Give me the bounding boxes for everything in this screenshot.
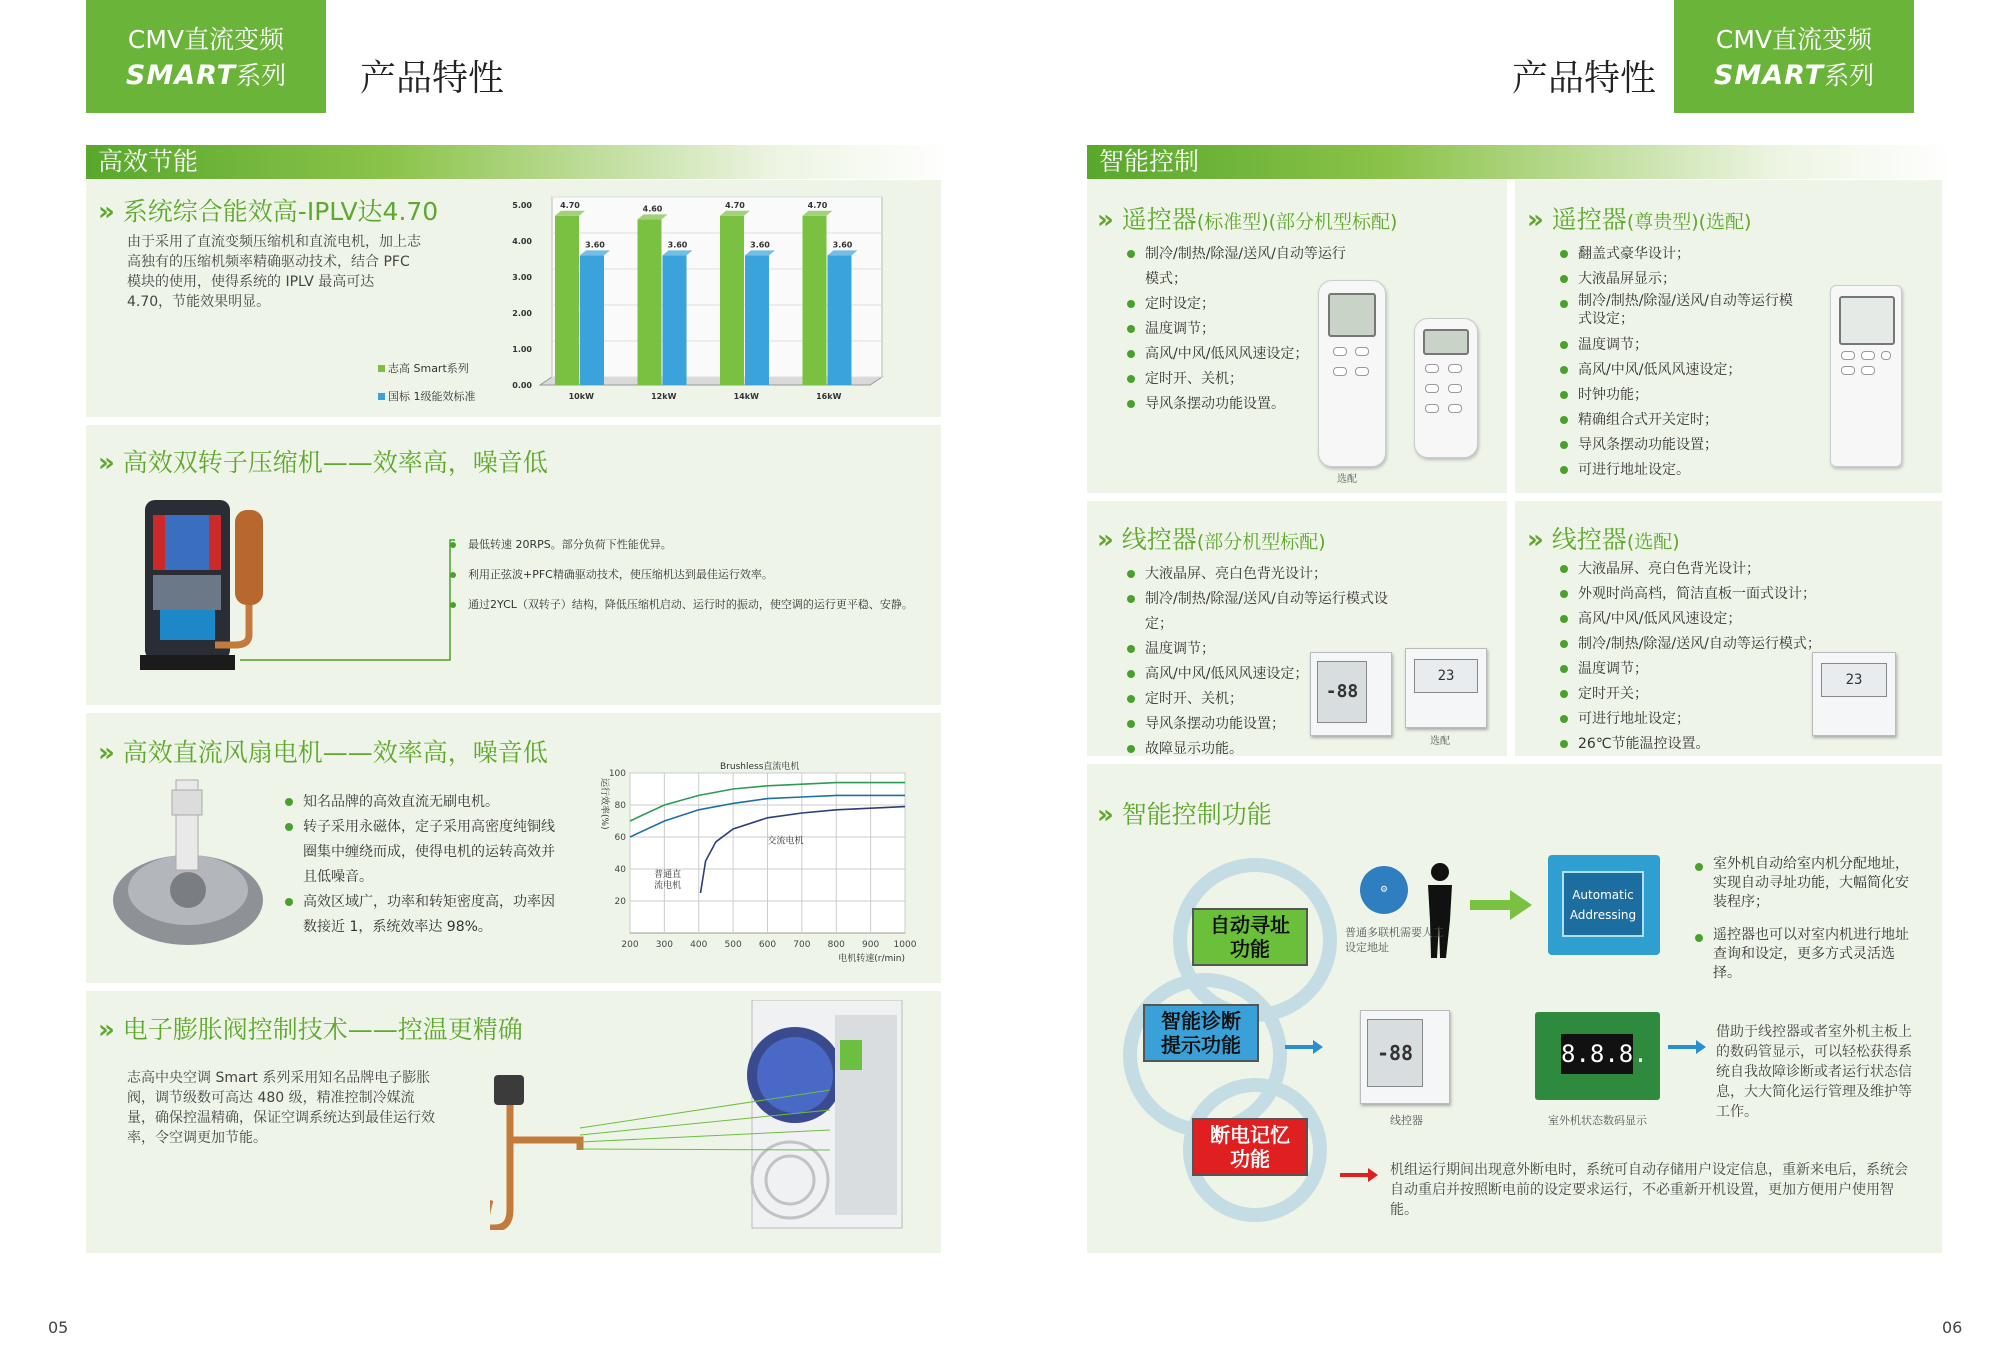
list-item: 温度调节； [1560, 657, 1830, 682]
list-item: 大液晶屏、亮白色背光设计； [1560, 557, 1830, 582]
list-item: 室外机自动给室内机分配地址，实现自动寻址功能，大幅简化安装程序； [1695, 855, 1915, 912]
remote-caption: 选配 [1337, 474, 1357, 485]
y-tick-label: 60 [614, 833, 626, 843]
list-item: 可进行地址设定； [1560, 707, 1830, 732]
brand-line1: CMV直流变频 [1715, 25, 1873, 54]
x-axis-label: 电机转速(r/min) [838, 954, 905, 964]
page-title-right: 产品特性 [1512, 58, 1657, 99]
wired-controller-caption: 线控器 [1390, 1114, 1423, 1127]
list-item: 通过2YCL（双转子）结构，降低压缩机启动、运行时的振动，使空调的运行更平稳、安静。 [450, 590, 920, 620]
legend-item: 志高 Smart系列 [378, 355, 476, 383]
list-item: 高效区域广，功率和转矩密度高，功率因数接近 1，系统效率达 98%。 [285, 890, 560, 940]
valve-and-outdoor-unit-image [490, 1000, 910, 1230]
arrow-right-icon [1285, 1040, 1325, 1054]
list-item: 翻盖式豪华设计； [1560, 242, 1800, 267]
list-item: 最低转速 20RPS。部分负荷下性能优异。 [450, 530, 920, 560]
bar-standard [745, 255, 769, 385]
page-number-right: 06 [1942, 1318, 1963, 1337]
section-bar-efficiency: 高效节能 [86, 145, 953, 179]
x-tick-label: 400 [690, 940, 708, 950]
wired-controller-image: -88 [1310, 652, 1392, 736]
slim-wired-controller-image: 23 [1812, 652, 1896, 736]
list-item: 制冷/制热/除湿/送风/自动等运行模式设定； [1127, 587, 1397, 637]
list-item: 定时开关； [1560, 682, 1830, 707]
x-tick-label: 300 [655, 940, 673, 950]
list-item: 温度调节； [1560, 333, 1800, 358]
pcb-display-image [1535, 1012, 1660, 1100]
list-item: 导风条摆动功能设置。 [1127, 392, 1357, 417]
list-item: 遥控器也可以对室内机进行地址查询和设定，更多方式灵活选择。 [1695, 926, 1915, 983]
legend-swatch-blue [378, 393, 385, 400]
x-tick-label: 500 [724, 940, 742, 950]
list-item: 转子采用永磁体，定子采用高密度纯铜线圈集中缠绕而成，使得电机的运转高效并且低噪音。 [285, 815, 560, 890]
iplv-body: 由于采用了直流变频压缩机和直流电机，加上志高独有的压缩机频率精确驱动技术，结合 PFC 模块的使用，使得系统的 IPLV 最高可达 4.70，节能效果明显。 [127, 234, 421, 310]
list-item: 温度调节； [1127, 637, 1397, 662]
list-item: 大液晶屏显示； [1560, 267, 1800, 292]
fan-bullets [285, 790, 560, 940]
auto-addressing-bullets [1695, 855, 1915, 983]
brand-series: 系列 [1824, 61, 1875, 90]
x-tick-label: 14kW [733, 392, 759, 401]
y-tick-label: 100 [608, 769, 626, 779]
y-axis-label: 运行效率(%) [599, 778, 609, 830]
y-tick-label: 1.00 [512, 345, 532, 354]
bar-value-label: 4.70 [725, 200, 745, 210]
brand-block-left [86, 0, 326, 113]
bar-standard [663, 255, 687, 385]
valve-body: 志高中央空调 Smart 系列采用知名品牌电子膨胀阀，调节级数可高达 480 级，精准控制冷媒流量，确保控温精确，保证空调系统达到最佳运行效率，令空调更加节能。 [127, 1070, 435, 1146]
brand-block-right [1674, 0, 1914, 113]
y-tick-label: 20 [614, 897, 626, 907]
power-memory-text: 机组运行期间出现意外断电时，系统可自动存储用户设定信息，重新来电后，系统会自动重启并按照断电前的设定要求运行，不必重新开机设置，更加方便用户使用智能。 [1390, 1162, 1908, 1218]
heading-compressor: » 高效双转子压缩机——效率高，噪音低 [98, 448, 548, 478]
chevron-icon: » [1097, 525, 1114, 555]
list-item: 高风/中风/低风风速设定； [1560, 358, 1800, 383]
legend-swatch-green [378, 365, 385, 372]
motor-efficiency-chart [590, 748, 925, 976]
list-item: 可进行地址设定。 [1560, 458, 1800, 483]
x-tick-label: 16kW [816, 392, 842, 401]
list-item: 大液晶屏、亮白色背光设计； [1127, 562, 1397, 587]
remote-control-optional-image [1414, 318, 1478, 458]
bar-smart [555, 216, 579, 385]
brand-smart-logo: SMART [125, 60, 237, 91]
list-item: 定时开、关机； [1127, 367, 1357, 392]
bar-standard [828, 255, 852, 385]
list-item: 制冷/制热/除湿/送风/自动等运行模式； [1560, 632, 1830, 657]
chevron-icon: » [1097, 800, 1114, 830]
x-tick-label: 700 [793, 940, 811, 950]
label-power-memory: 断电记忆功能 [1192, 1118, 1308, 1176]
heading-remote-standard: » 遥控器(标准型)(部分机型标配) [1097, 205, 1398, 235]
arrow-right-icon [1668, 1040, 1708, 1054]
page-number-left: 05 [48, 1318, 69, 1337]
wired-controller-image: -88 [1360, 1010, 1450, 1104]
chip-icon [1548, 855, 1660, 955]
legend-item: 国标 1级能效标准 [378, 383, 476, 411]
bar-smart [803, 216, 827, 385]
y-tick-label: 80 [614, 801, 626, 811]
chart-legend [378, 355, 476, 411]
list-item: 高风/中风/低风风速设定； [1127, 662, 1397, 687]
list-item: 定时设定； [1127, 292, 1357, 317]
arrow-right-icon [1470, 890, 1535, 920]
y-tick-label: 40 [614, 865, 626, 875]
y-tick-label: 0.00 [512, 381, 532, 390]
display-caption: 室外机状态数码显示 [1548, 1114, 1647, 1127]
chevron-icon: » [98, 1015, 115, 1045]
remote-luxury-bullets [1560, 242, 1800, 483]
list-item: 26℃节能温控设置。 [1560, 732, 1830, 757]
heading-valve: » 电子膨胀阀控制技术——控温更精确 [98, 1015, 523, 1045]
x-tick-label: 12kW [651, 392, 677, 401]
compressor-bullets [450, 530, 920, 620]
list-item: 高风/中风/低风风速设定； [1560, 607, 1830, 632]
section-bar-smart-control: 智能控制 [1087, 145, 1954, 179]
chart-title: Brushless直流电机 [720, 762, 800, 772]
label-smart-diagnosis: 智能诊断提示功能 [1143, 1004, 1259, 1062]
chevron-icon: » [1527, 525, 1544, 555]
chevron-icon: » [1527, 205, 1544, 235]
x-tick-label: 1000 [893, 940, 917, 950]
bar-value-label: 3.60 [667, 240, 688, 250]
list-item: 制冷/制热/除湿/送风/自动等运行模式设定； [1560, 292, 1800, 328]
brand-smart-logo: SMART [1713, 60, 1825, 91]
series-label: 流电机 [654, 881, 682, 891]
heading-remote-luxury: » 遥控器(尊贵型)(选配) [1527, 205, 1752, 235]
list-item: 故障显示功能。 [1127, 737, 1397, 762]
arrow-right-icon [1340, 1168, 1380, 1182]
list-item: 高风/中风/低风风速设定； [1127, 342, 1357, 367]
bar-value-label: 4.60 [642, 204, 663, 214]
bar-value-label: 3.60 [750, 240, 770, 250]
y-tick-label: 5.00 [512, 201, 532, 210]
wired-caption: 选配 [1430, 736, 1450, 747]
y-tick-label: 2.00 [512, 309, 532, 318]
heading-wired-standard: » 线控器(部分机型标配) [1097, 525, 1326, 555]
chip-text-2: Addressing [1569, 908, 1637, 922]
fan-motor-image [108, 770, 273, 970]
x-tick-label: 900 [862, 940, 880, 950]
brand-series: 系列 [236, 61, 287, 90]
heading-iplv: » 系统综合能效高-IPLV达4.70 [98, 197, 439, 227]
chevron-icon: » [98, 738, 115, 768]
chevron-icon: » [98, 448, 115, 478]
y-tick-label: 3.00 [512, 273, 532, 282]
series-label: 交流电机 [767, 836, 804, 847]
list-item: 导风条摆动功能设置； [1560, 433, 1800, 458]
bar-smart [720, 216, 744, 385]
heading-wired-optional: » 线控器(选配) [1527, 525, 1680, 555]
list-item: 精确组合式开关定时； [1560, 408, 1800, 433]
compressor-leader-lines [230, 520, 460, 665]
brand-line1: CMV直流变频 [127, 25, 285, 54]
heading-fan-motor: » 高效直流风扇电机——效率高，噪音低 [98, 738, 548, 768]
manual-addressing-caption: 普通多联机需要人工设定地址 [1345, 926, 1444, 954]
remote-control-image [1318, 280, 1386, 467]
list-item: 导风条摆动功能设置； [1127, 712, 1397, 737]
heading-smart-functions: » 智能控制功能 [1097, 800, 1272, 830]
chevron-icon: » [1097, 205, 1114, 235]
label-auto-addressing: 自动寻址功能 [1192, 908, 1308, 966]
iplv-bar-chart [500, 190, 900, 410]
digit-display: 8.8.8. [1561, 1034, 1633, 1074]
list-item: 时钟功能； [1560, 383, 1800, 408]
list-item: 利用正弦波+PFC精确驱动技术，使压缩机达到最佳运行效率。 [450, 560, 920, 590]
bar-value-label: 3.60 [585, 240, 605, 250]
x-tick-label: 600 [758, 940, 777, 950]
wired-controller-optional-image: 23 [1405, 648, 1487, 728]
page-title-left: 产品特性 [360, 58, 505, 99]
list-item: 定时开、关机； [1127, 687, 1397, 712]
bar-standard [580, 255, 604, 385]
list-item: 温度调节； [1127, 317, 1357, 342]
series-label: 普通直 [654, 870, 682, 880]
x-tick-label: 800 [827, 940, 845, 950]
list-item: 外观时尚高档，简洁直板一面式设计； [1560, 582, 1830, 607]
wired-optional-bullets [1560, 557, 1830, 757]
y-tick-label: 4.00 [512, 237, 532, 246]
chip-text-1: Automatic [1572, 888, 1634, 902]
chevron-icon: » [98, 197, 115, 227]
bar-value-label: 4.70 [560, 200, 580, 210]
x-tick-label: 10kW [568, 392, 594, 401]
dial-switch-icon: ⚙ [1360, 866, 1408, 914]
bar-value-label: 3.60 [832, 240, 853, 250]
bar-value-label: 4.70 [807, 200, 828, 210]
diagnosis-text: 借助于线控器或者室外机主板上的数码管显示，可以轻松获得系统自我故障诊断或者运行状态信息，大大简化运行管理及维护等工作。 [1716, 1024, 1912, 1120]
list-item: 制冷/制热/除湿/送风/自动等运行模式； [1127, 242, 1357, 292]
list-item: 知名品牌的高效直流无刷电机。 [285, 790, 560, 815]
bar-smart [638, 219, 662, 385]
luxury-remote-image [1830, 285, 1902, 467]
x-tick-label: 200 [621, 940, 639, 950]
